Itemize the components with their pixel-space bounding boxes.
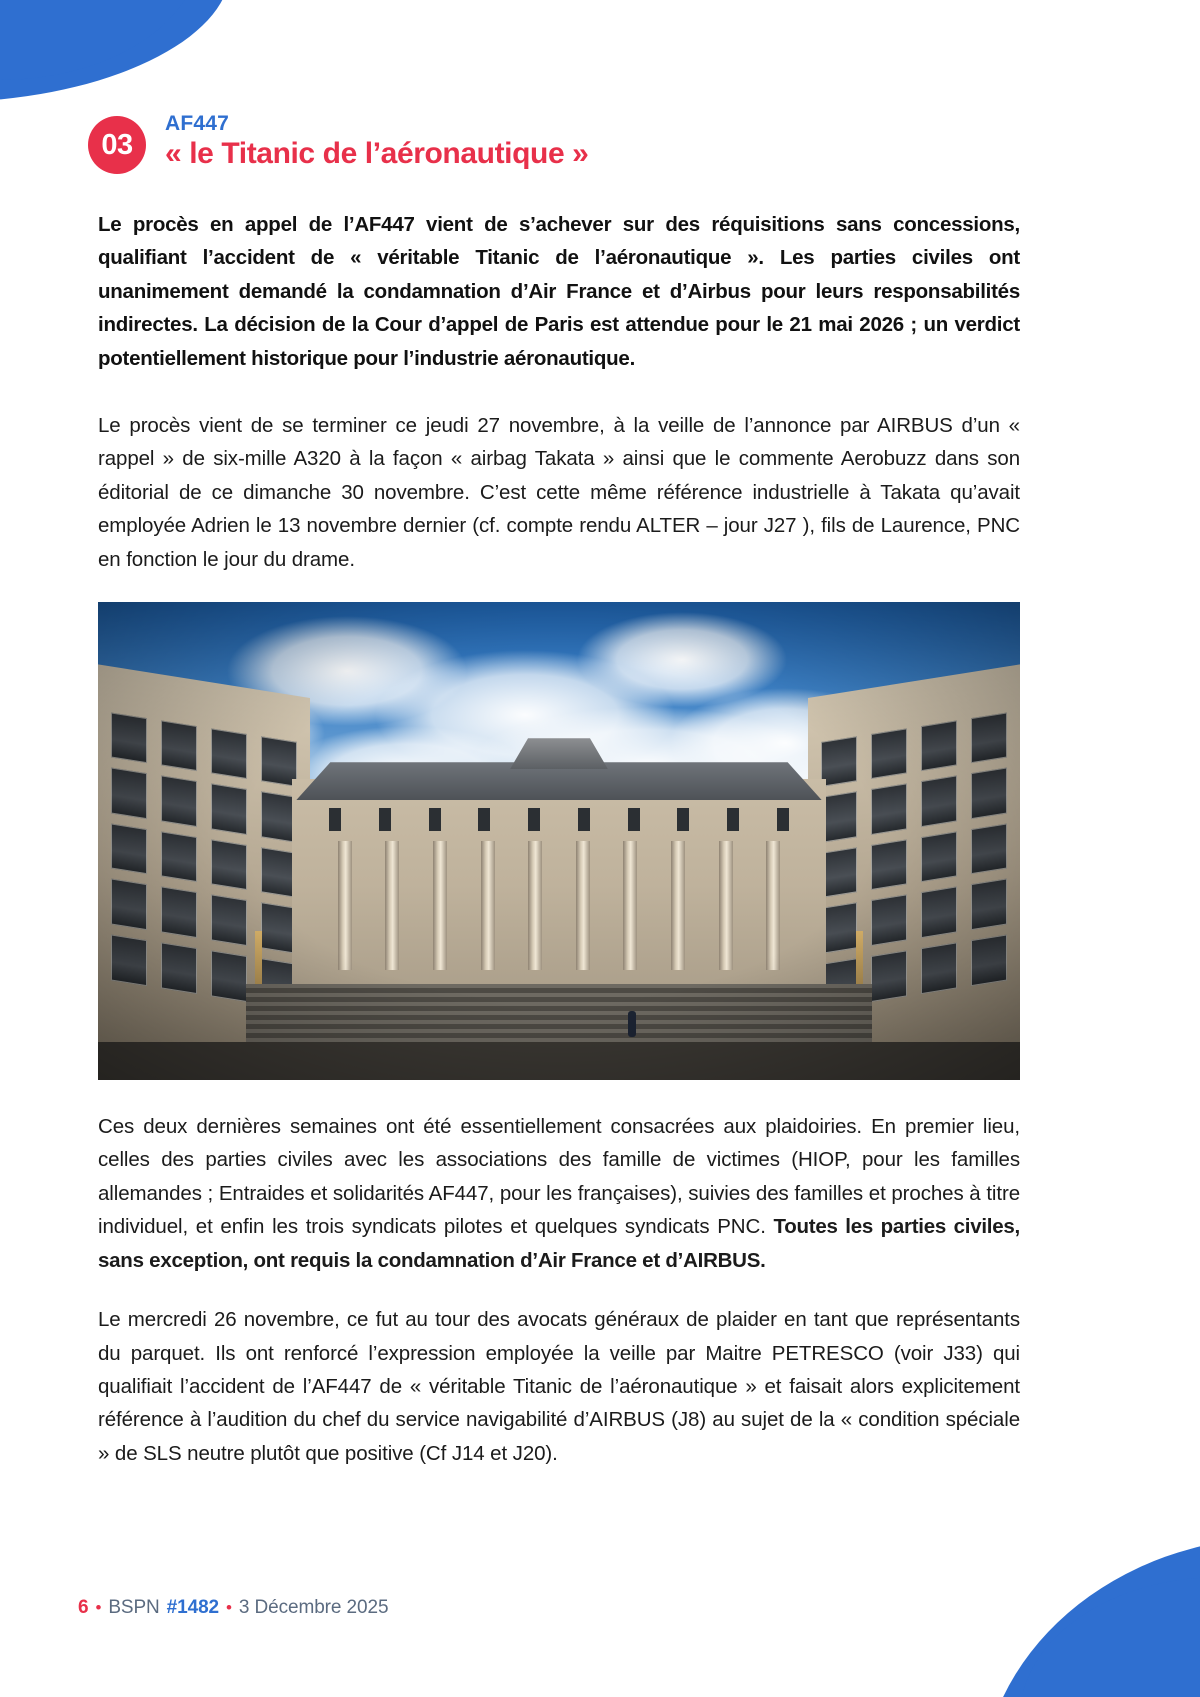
footer-publication-label: BSPN: [108, 1597, 160, 1618]
footer-issue-number: #1482: [166, 1597, 220, 1618]
article-content: [98, 112, 1020, 1500]
body-paragraph-2: [98, 1110, 1020, 1277]
section-headline: « le Titanic de l’aéronautique »: [165, 137, 589, 171]
section-header: [88, 112, 1020, 174]
body-paragraph-2-emphasis: Toutes les parties civiles, sans exception, ont requis la condamnation d’Air France et d’AIRBUS.: [98, 1215, 1021, 1272]
photo-vignette: [98, 602, 1020, 1080]
body-paragraph-3: Le mercredi 26 novembre, ce fut au tour des avocats généraux de plaider en tant que représentants du parquet. Ils ont renforcé l’expression employée la veille par Maitre PETRESCO (voir J33) qui qualifiait l’accident de l’AF447 de « véritable Titanic de l’aéronautique » et faisait alors explicitement référence à l’audition du chef du service navigabilité d’AIRBUS (J8) au sujet de la « condition spéciale » de SLS neutre plutôt que positive (Cf J14 et J20).: [98, 1308, 1020, 1465]
footer-page-number: 6: [78, 1597, 89, 1618]
body-paragraph-1: Le procès vient de se terminer ce jeudi 27 novembre, à la veille de l’annonce par AIRBUS d’un « rappel » de six-mille A320 à la façon « airbag Takata » ainsi que le commente Aerobuzz dans son éditorial de ce dimanche 30 novembre. C’est cette même référence industrielle à Takata qu’avait employée Adrien le 13 novembre dernier (cf. compte rendu ALTER – jour J27 ), fils de Laurence, PNC en fonction le jour du drame.: [98, 414, 1020, 571]
section-header-text: [165, 112, 588, 171]
section-number-badge: 03: [88, 116, 146, 174]
section-eyebrow: AF447: [165, 112, 230, 135]
page-footer: [78, 1597, 388, 1619]
footer-date: 3 Décembre 2025: [238, 1597, 389, 1618]
body-paragraph-2-text: Ces deux dernières semaines ont été essentiellement consacrées aux plaidoiries. En premier lieu, celles des parties civiles avec les associations des famille de victimes (HIOP, pour les familles allemandes ; Entraides et solidarités AF447, pour les françaises), suivies des familles et proches à titre individuel, et enfin les trois syndicats pilotes et quelques syndicats PNC.: [98, 1115, 1020, 1239]
photo-canvas: [98, 602, 1020, 1080]
footer-separator-2: •: [226, 1598, 232, 1617]
courthouse-photo: [98, 602, 1020, 1080]
lead-paragraph: Le procès en appel de l’AF447 vient de s’achever sur des réquisitions sans concessions, qualifiant l’accident de « véritable Titanic de l’aéronautique ». Les parties civiles ont unanimement demandé la condamnation d’Air France et d’Airbus pour leurs responsabilités indirectes. La décision de la Cour d’appel de Paris est attendue pour le 21 mai 2026 ; un verdict potentiellement historique pour l’industrie aéronautique.: [98, 213, 1020, 370]
footer-separator-1: •: [95, 1598, 102, 1617]
